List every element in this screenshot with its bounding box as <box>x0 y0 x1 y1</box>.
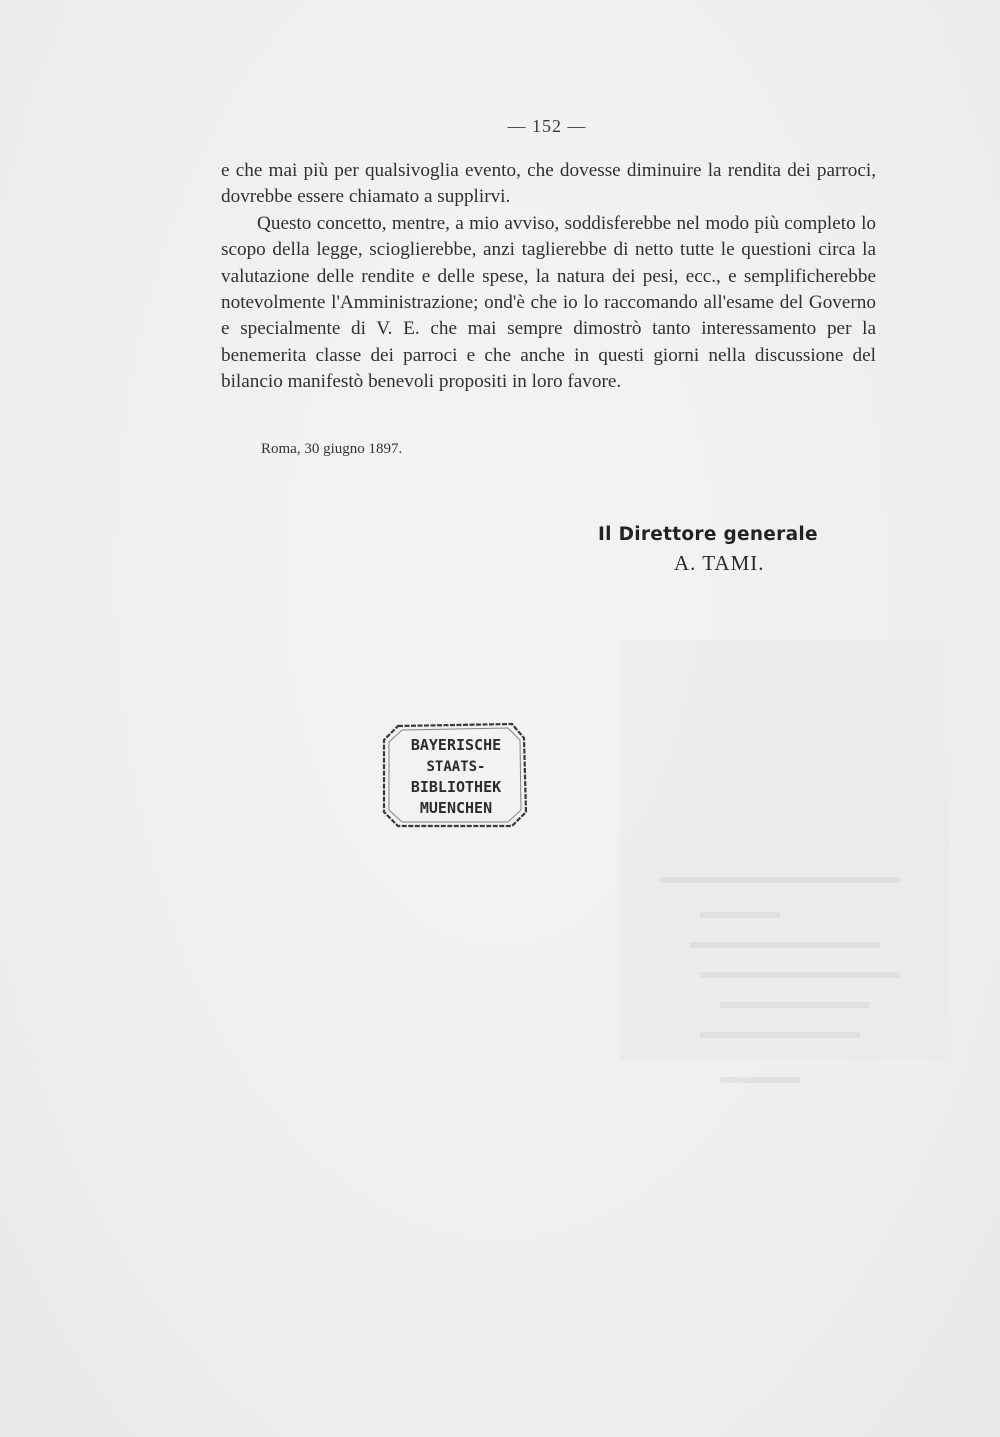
body-text <box>221 158 876 396</box>
paragraph-main: Questo concetto, mentre, a mio avviso, soddisferebbe nel modo più completo lo scopo della legge, scioglierebbe, anzi taglierebbe di netto tutte le questioni circa la valutazione delle rendite e delle spese, la natura dei pesi, ecc., e semplificherebbe notevolmente l'Amministrazione; ond'è che io lo raccomando all'esame del Governo e specialmente di V. E. che mai sempre dimostrò tanto interessamento per la benemerita classe dei parroci e che anche in questi giorni nella discussione del bilancio manifestò benevoli propositi in loro favore. <box>221 212 876 393</box>
date-line: Roma, 30 giugno 1897. <box>261 441 403 457</box>
page-number: — 152 — <box>507 116 587 136</box>
library-stamp <box>380 720 530 830</box>
stamp-line-3: BIBLIOTHEK <box>410 778 502 796</box>
stamp-line-4: MUENCHEN <box>419 799 493 817</box>
paragraph-continuation: e che mai più per qualsivoglia evento, che dovesse diminuire la rendita dei parroci, dovrebbe essere chiamato a supplirvi. <box>221 160 876 208</box>
stamp-line-2: STAATS- <box>426 759 486 775</box>
signature-title: Il Direttore generale <box>598 524 818 545</box>
stamp-line-1: BAYERISCHE <box>410 736 502 754</box>
signature-name: A. TAMI. <box>674 551 765 575</box>
stamp-graphic <box>380 720 530 830</box>
